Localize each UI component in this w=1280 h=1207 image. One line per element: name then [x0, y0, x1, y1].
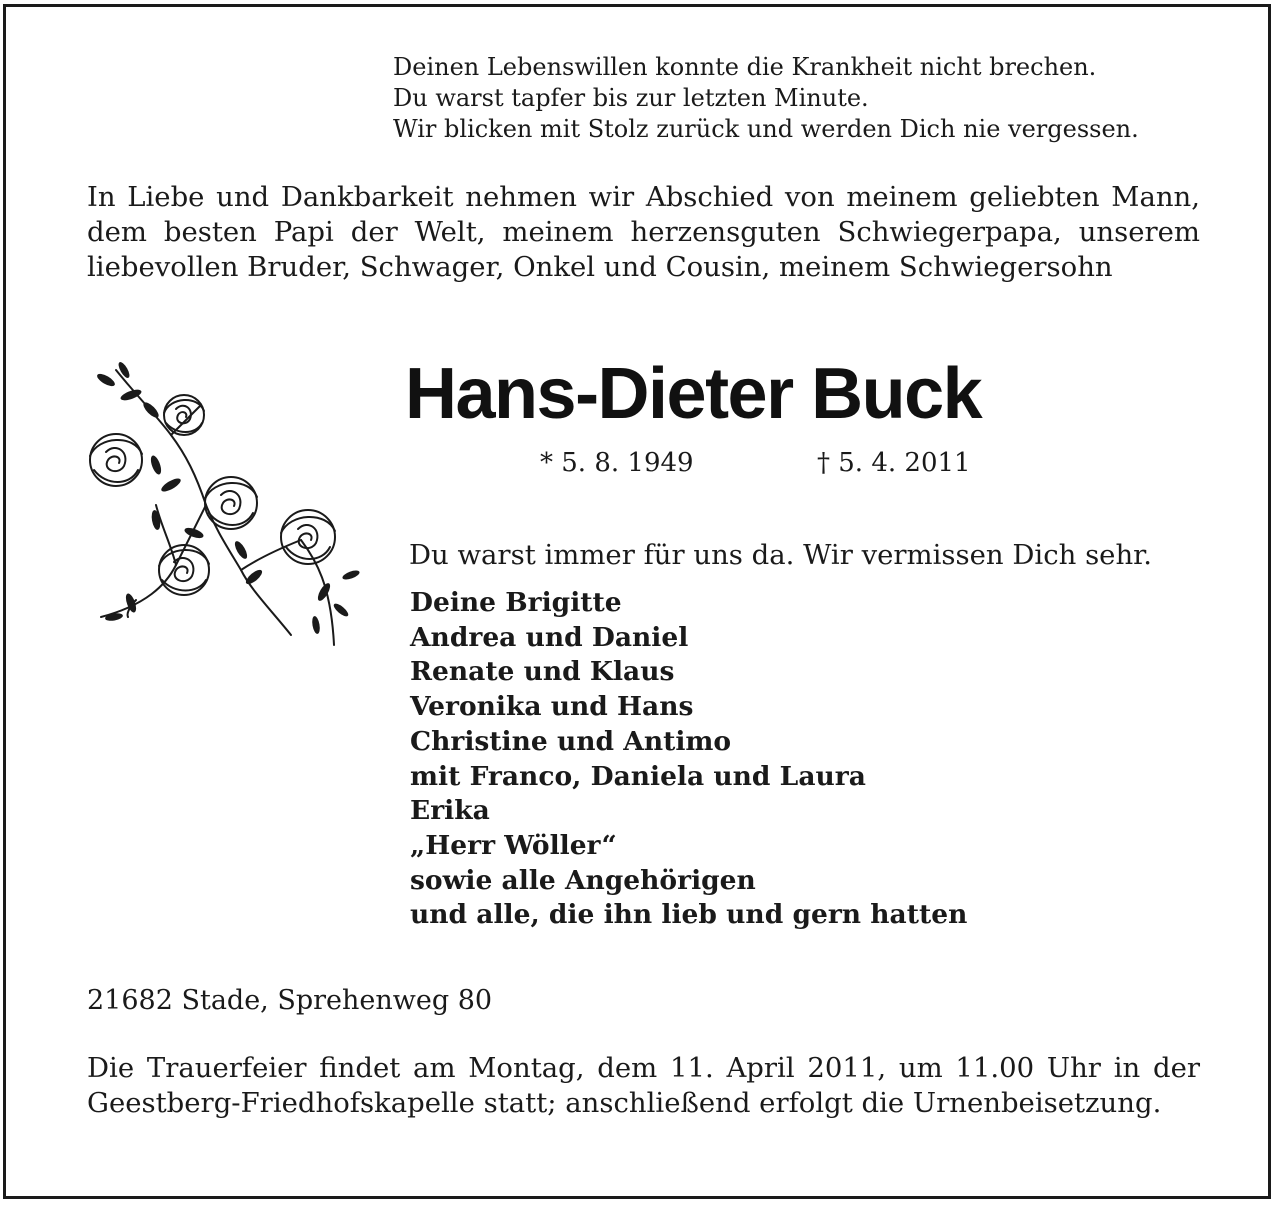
mourner-line: Deine Brigitte [410, 587, 622, 618]
service-announcement: Die Trauerfeier findet am Montag, dem 11. April 2011, um 11.00 Uhr in der Geestberg-Friedhofskapelle statt; anschließend erfolgt die Urnenbeisetzung. [87, 1052, 1200, 1119]
death-date: † 5. 4. 2011 [817, 448, 971, 478]
mourner-line: Christine und Antimo [410, 725, 732, 757]
mourner-line: Andrea und Daniel [410, 621, 689, 653]
motto-line: Deinen Lebenswillen konnte die Krankheit nicht brechen. [393, 53, 1097, 81]
mourner-line: sowie alle Angehörigen [410, 864, 756, 896]
mourner-line: und alle, die ihn lieb und gern hatten [410, 899, 968, 931]
roses-illustration-icon [76, 355, 371, 655]
mourner-line: Erika [410, 795, 490, 827]
birth-date: * 5. 8. 1949 [540, 448, 694, 478]
mourner-line: „Herr Wöller“ [410, 829, 617, 861]
mourner-line: Veronika und Hans [410, 691, 694, 723]
deceased-name: Hans-Dieter Buck [405, 354, 982, 434]
family-address: 21682 Stade, Sprehenweg 80 [87, 985, 493, 1016]
mourners-list [410, 586, 967, 933]
intro-paragraph: In Liebe und Dankbarkeit nehmen wir Abschied von meinem geliebten Mann, dem besten Papi der Welt, meinem herzensguten Schwiegerpapa, unserem liebevollen Bruder, Schwager, Onkel und Cousin, meinem Schwiegersohn [87, 181, 1200, 283]
motto-verse [393, 52, 1213, 145]
motto-line: Wir blicken mit Stolz zurück und werden Dich nie vergessen. [393, 115, 1139, 143]
farewell-line: Du warst immer für uns da. Wir vermissen Dich sehr. [409, 539, 1153, 571]
motto-line: Du warst tapfer bis zur letzten Minute. [393, 84, 869, 112]
mourner-line: Renate und Klaus [410, 656, 675, 688]
mourner-line: mit Franco, Daniela und Laura [410, 760, 866, 792]
